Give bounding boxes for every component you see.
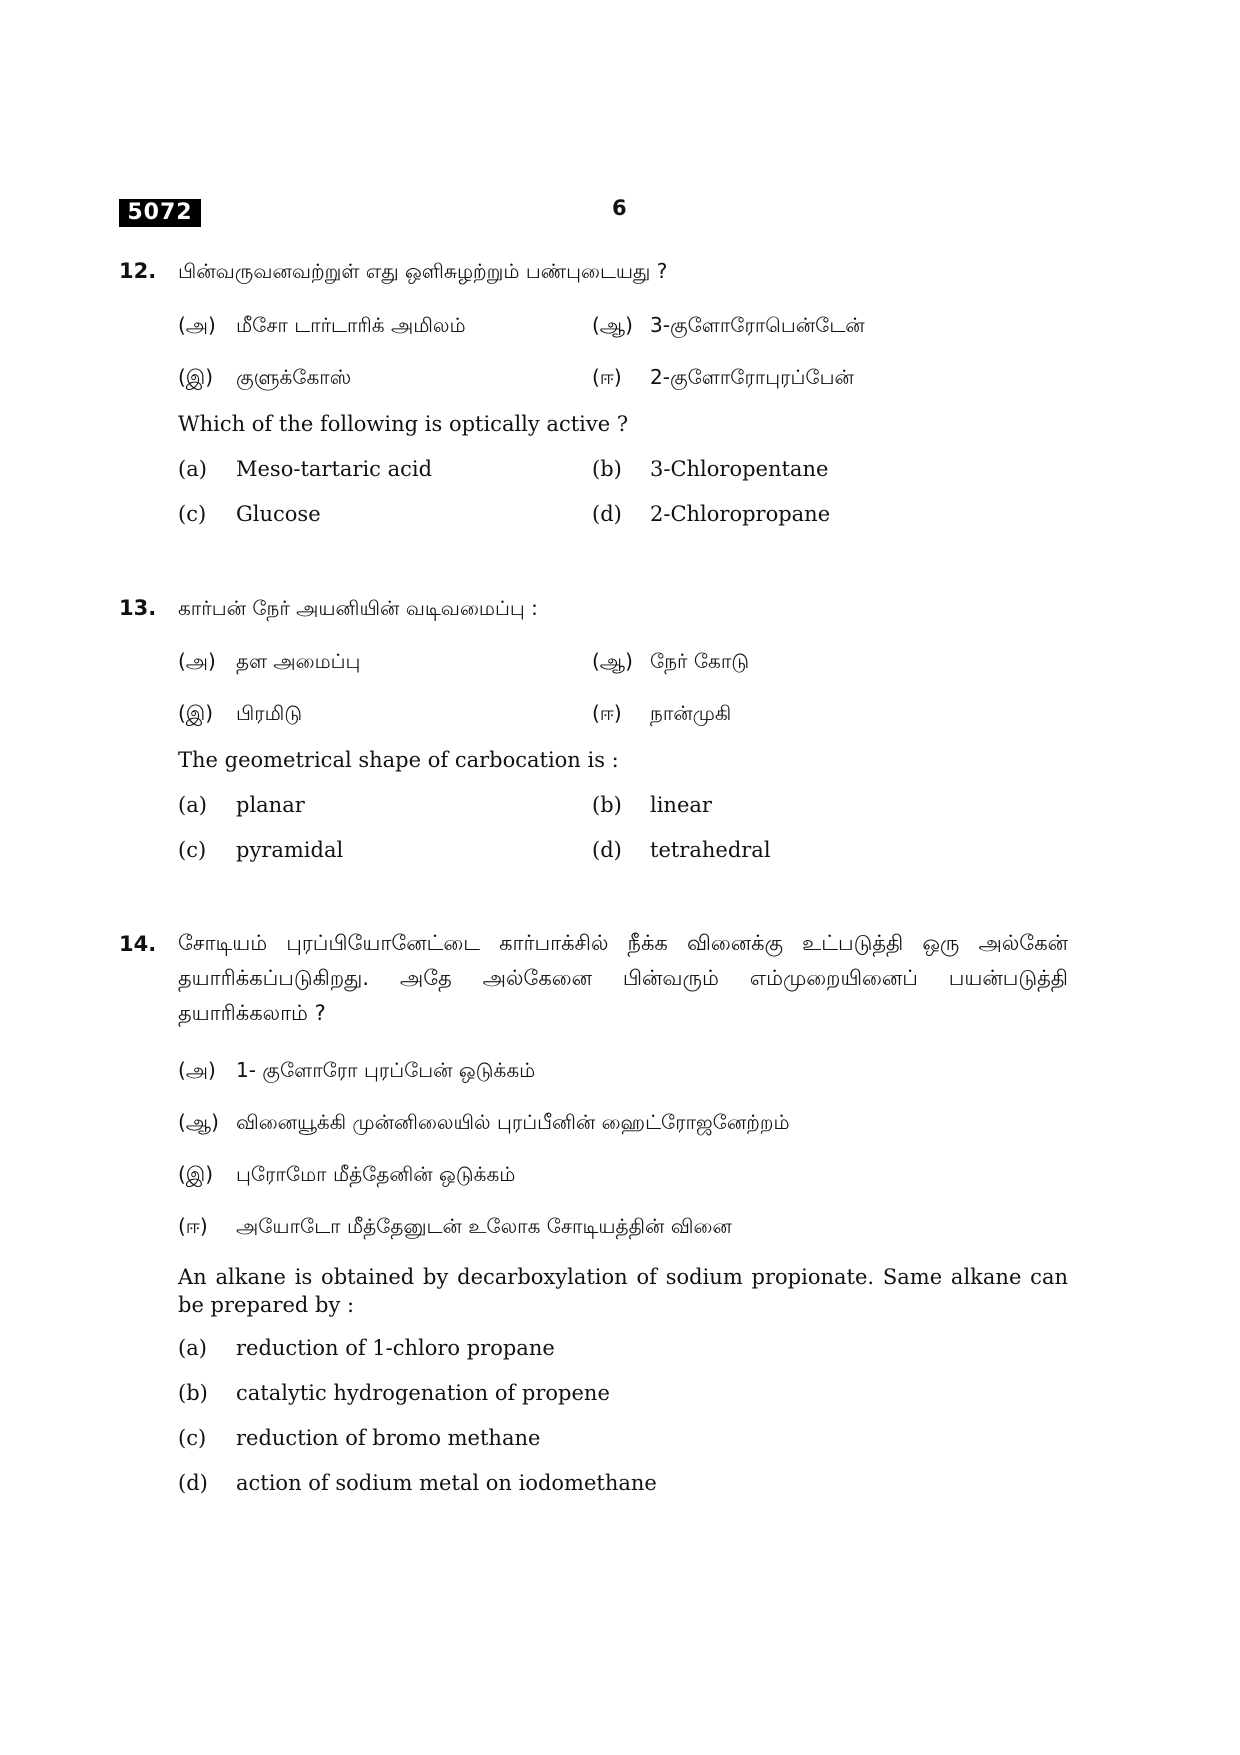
option-text: 1- குளோரோ புரப்பேன் ஒடுக்கம் [236, 1058, 536, 1082]
option-label: (d) [178, 1471, 208, 1495]
option-label: (b) [178, 1381, 208, 1405]
paper-code-badge: 5072 [119, 199, 201, 227]
option-label: (இ) [178, 365, 214, 389]
option-label: (அ) [178, 649, 216, 673]
option-label: (இ) [178, 1162, 214, 1186]
page-number: 6 [612, 196, 627, 220]
option-label: (a) [178, 793, 207, 817]
question-number: 14. [119, 932, 157, 956]
question-number: 12. [119, 259, 157, 283]
question-text-english: An alkane is obtained by decarboxylation of sodium propionate. Same alkane can be prepared by : [178, 1265, 1068, 1317]
option-text: மீசோ டார்டாரிக் அமிலம் [236, 313, 466, 337]
question-text-tamil: கார்பன் நேர் அயனியின் வடிவமைப்பு : [178, 596, 538, 620]
option-label: (a) [178, 1336, 207, 1360]
option-label: (d) [592, 502, 622, 526]
option-text: linear [650, 793, 712, 817]
option-text: 2-குளோரோபுரப்பேன் [650, 365, 854, 389]
option-text: Glucose [236, 502, 321, 526]
option-text: நான்முகி [650, 701, 732, 725]
option-label: (b) [592, 793, 622, 817]
option-label: (c) [178, 502, 207, 526]
option-text: தள அமைப்பு [236, 649, 361, 673]
option-label: (c) [178, 1426, 207, 1450]
option-text: அயோடோ மீத்தேனுடன் உலோக சோடியத்தின் வினை [236, 1214, 732, 1238]
question-text-english: The geometrical shape of carbocation is : [178, 748, 619, 772]
option-text: action of sodium metal on iodomethane [236, 1471, 657, 1495]
option-text: குளுக்கோஸ் [236, 365, 352, 389]
option-label: (ஈ) [592, 365, 622, 389]
option-text: புரோமோ மீத்தேனின் ஒடுக்கம் [236, 1162, 516, 1186]
question-text-tamil: பின்வருவனவற்றுள் எது ஒளிசுழற்றும் பண்புடையது ? [178, 259, 668, 283]
question-number: 13. [119, 596, 157, 620]
option-label: (அ) [178, 1058, 216, 1082]
option-label: (இ) [178, 701, 214, 725]
option-text: tetrahedral [650, 838, 771, 862]
option-text: 3-Chloropentane [650, 457, 829, 481]
option-text: 3-குளோரோபென்டேன் [650, 313, 865, 337]
option-label: (ஈ) [178, 1214, 208, 1238]
option-label: (ஆ) [592, 649, 633, 673]
option-text: பிரமிடு [236, 701, 303, 725]
option-label: (ஈ) [592, 701, 622, 725]
option-text: pyramidal [236, 838, 344, 862]
option-text: reduction of bromo methane [236, 1426, 541, 1450]
option-text: planar [236, 793, 305, 817]
option-label: (b) [592, 457, 622, 481]
option-text: Meso-tartaric acid [236, 457, 433, 481]
option-text: catalytic hydrogenation of propene [236, 1381, 610, 1405]
option-text: 2-Chloropropane [650, 502, 831, 526]
option-label: (அ) [178, 313, 216, 337]
option-label: (d) [592, 838, 622, 862]
question-text-tamil: சோடியம் புரப்பியோனேட்டை கார்பாக்சில் நீக்க வினைக்கு உட்படுத்தி ஒரு அல்கேன் தயாரிக்கப்படுகிறது. அதே அல்கேனை பின்வரும் எம்முறையினைப் பயன்படுத்தி தயாரிக்கலாம் ? [178, 931, 1068, 1025]
option-label: (c) [178, 838, 207, 862]
option-label: (ஆ) [592, 313, 633, 337]
option-text: நேர் கோடு [650, 649, 750, 673]
option-text: வினையூக்கி முன்னிலையில் புரப்பீனின் ஹைட்ரோஜனேற்றம் [236, 1110, 790, 1134]
option-text: reduction of 1-chloro propane [236, 1336, 555, 1360]
question-text-english: Which of the following is optically active ? [178, 412, 629, 436]
option-label: (a) [178, 457, 207, 481]
option-label: (ஆ) [178, 1110, 219, 1134]
